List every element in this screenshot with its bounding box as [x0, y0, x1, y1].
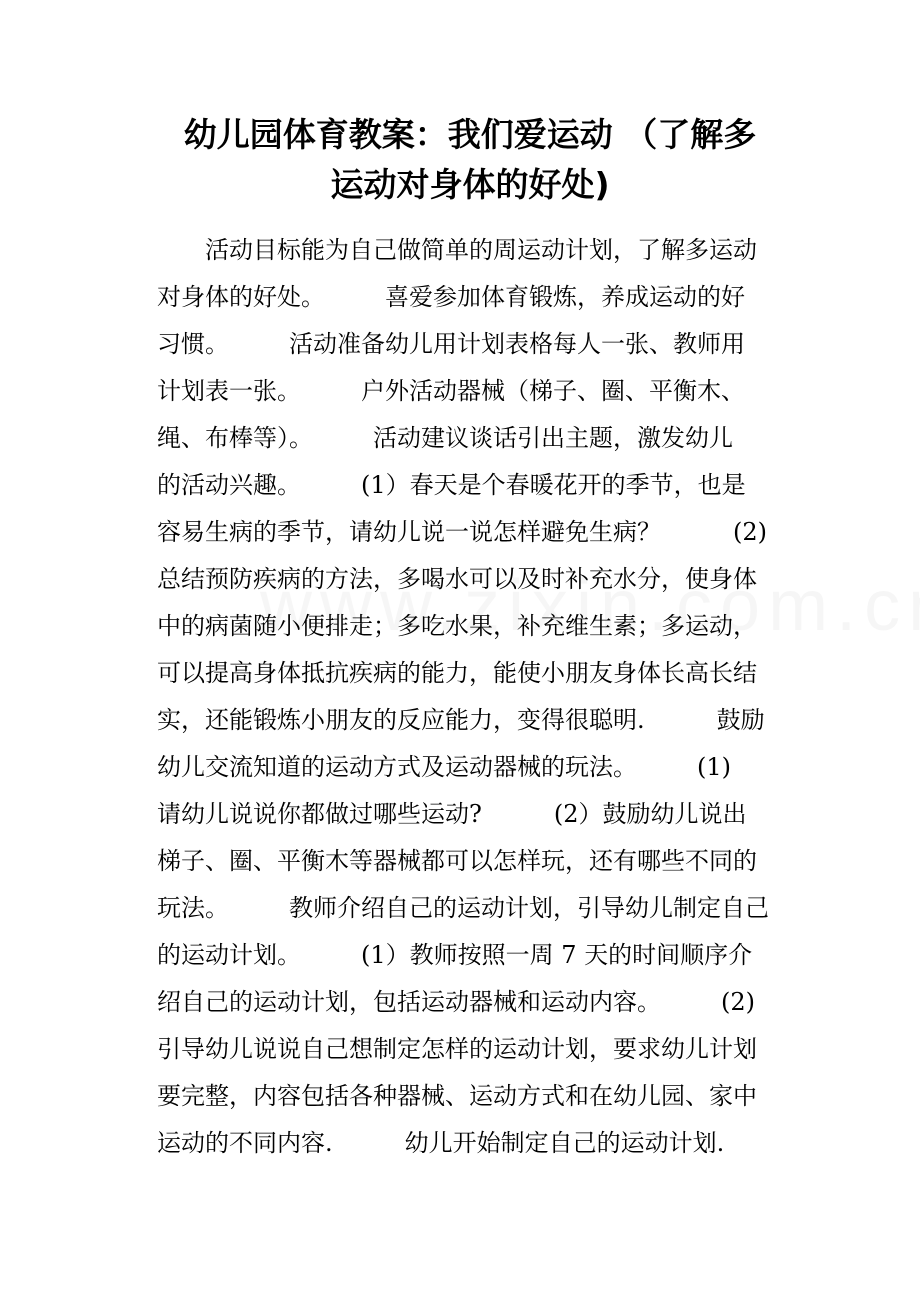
body-line: 请幼儿说说你都做过哪些运动? (2）鼓励幼儿说出	[157, 800, 747, 828]
body-line: 绳、布棒等）。 活动建议谈话引出主题，激发幼儿	[157, 424, 733, 452]
body-line: 玩法。 教师介绍自己的运动计划，引导幼儿制定自己	[157, 894, 769, 922]
body-line: 可以提高身体抵抗疾病的能力，能使小朋友身体长高长结	[157, 659, 757, 687]
body-line: 活动目标能为自己做简单的周运动计划，了解多运动	[157, 236, 757, 264]
body-line: 实，还能锻炼小朋友的反应能力，变得很聪明. 鼓励	[157, 706, 765, 734]
body-line: 运动的不同内容. 幼儿开始制定自己的运动计划.	[157, 1129, 725, 1157]
body-line: 习惯。 活动准备幼儿用计划表格每人一张、教师用	[157, 330, 745, 358]
body-line: 要完整，内容包括各种器械、运动方式和在幼儿园、家中	[157, 1082, 757, 1110]
document-title	[150, 110, 790, 210]
body-line: 引导幼儿说说自己想制定怎样的运动计划，要求幼儿计划	[157, 1035, 757, 1063]
title-line: 幼儿园体育教案：我们爱运动 （了解多	[183, 115, 757, 154]
body-line: 对身体的好处。 喜爱参加体育锻炼，养成运动的好	[157, 283, 745, 311]
body-line: 的运动计划。 (1）教师按照一周 7 天的时间顺序介	[157, 941, 753, 969]
body-line: 计划表一张。 户外活动器械（梯子、圈、平衡木、	[157, 377, 745, 405]
title-line: 运动对身体的好处)	[330, 165, 610, 204]
body-line: 绍自己的运动计划，包括运动器械和运动内容。 (2)	[157, 988, 755, 1016]
body-line: 中的病菌随小便排走；多吃水果，补充维生素；多运动，	[157, 612, 757, 640]
document-body	[157, 227, 769, 1167]
body-line: 幼儿交流知道的运动方式及运动器械的玩法。 (1)	[157, 753, 731, 781]
body-line: 总结预防疾病的方法，多喝水可以及时补充水分，使身体	[157, 565, 757, 593]
body-line: 的活动兴趣。 (1）春天是个春暖花开的季节，也是	[157, 471, 746, 499]
body-line: 容易生病的季节，请幼儿说一说怎样避免生病？ (2)	[157, 518, 767, 546]
body-line: 梯子、圈、平衡木等器械都可以怎样玩，还有哪些不同的	[157, 847, 757, 875]
